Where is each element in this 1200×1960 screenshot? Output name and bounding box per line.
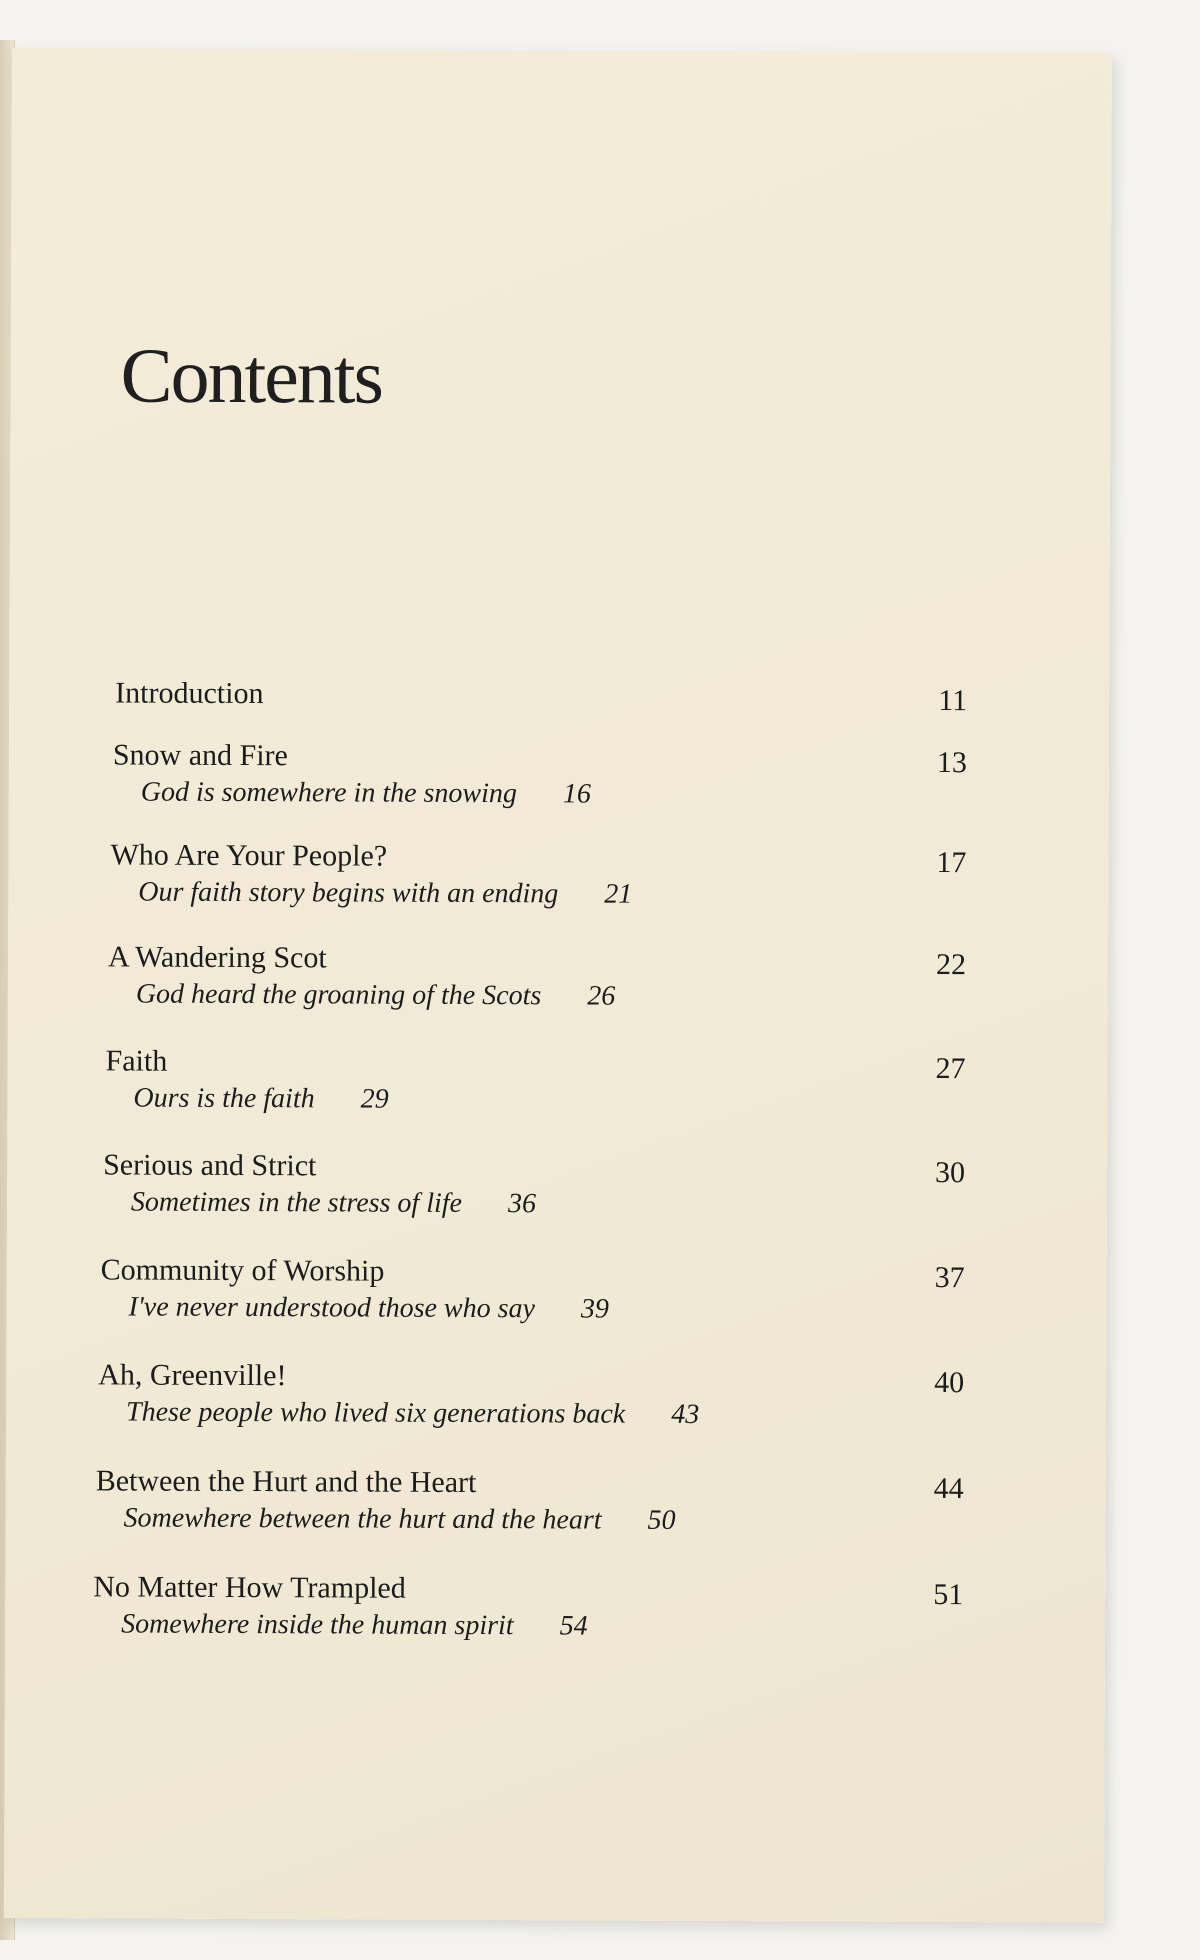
toc-entry-community-of-worship — [100, 1253, 609, 1325]
toc-entry-snow-and-fire — [113, 738, 591, 810]
toc-entry-who-are-your-people — [110, 838, 632, 910]
toc-entry-page: 13 — [936, 746, 967, 780]
toc-entry-title: Introduction — [115, 676, 264, 711]
contents-page — [4, 48, 1112, 1923]
toc-entry-page: 37 — [934, 1261, 965, 1295]
toc-entry-subpage: 36 — [507, 1188, 537, 1220]
toc-entry-title: Ah, Greenville! — [98, 1358, 287, 1393]
toc-entry-between-the-hurt-and-the-heart — [96, 1464, 676, 1537]
toc-entry-title: No Matter How Trampled — [93, 1570, 406, 1605]
toc-entry-ah-greenville — [98, 1358, 700, 1431]
toc-entry-page: 40 — [934, 1366, 965, 1400]
toc-entry-subtitle: Our faith story begins with an ending 21 — [138, 876, 633, 910]
toc-entry-subtitle: I've never understood those who say 39 — [128, 1291, 610, 1325]
toc-entry-subpage: 39 — [580, 1293, 610, 1325]
toc-entry-subtitle: Somewhere between the hurt and the heart 50 — [123, 1502, 676, 1536]
toc-entry-page: 27 — [935, 1052, 966, 1086]
toc-entry-page: 51 — [933, 1578, 964, 1612]
toc-entry-subpage: 26 — [587, 980, 616, 1012]
toc-entry-title: Who Are Your People? — [110, 838, 388, 873]
toc-entry-a-wandering-scot — [108, 940, 616, 1012]
toc-entry-faith — [105, 1044, 389, 1115]
toc-entry-subtitle: Sometimes in the stress of life 36 — [130, 1186, 537, 1220]
toc-entry-serious-and-strict — [103, 1148, 536, 1220]
toc-entry-subpage: 21 — [604, 878, 633, 910]
toc-entry-introduction — [115, 676, 263, 711]
toc-entry-title: A Wandering Scot — [107, 940, 327, 975]
toc-entry-page: 22 — [935, 948, 967, 982]
toc-entry-page: 11 — [938, 684, 968, 718]
toc-entry-subpage: 43 — [671, 1398, 700, 1431]
toc-entry-no-matter-how-trampled — [93, 1570, 588, 1642]
toc-entry-subtitle: God is somewhere in the snowing 16 — [140, 776, 591, 810]
page-title: Contents — [120, 331, 383, 420]
toc-entry-subtitle: Somewhere inside the human spirit 54 — [121, 1608, 588, 1642]
toc-entry-subpage: 50 — [647, 1504, 676, 1536]
toc-entry-title: Snow and Fire — [112, 738, 288, 773]
toc-entry-subtitle: God heard the groaning of the Scots 26 — [135, 978, 616, 1012]
toc-entry-page: 30 — [935, 1156, 966, 1190]
toc-entry-subtitle: These people who lived six generations back 43 — [125, 1396, 700, 1431]
toc-entry-subpage: 54 — [559, 1610, 588, 1642]
toc-entry-subpage: 29 — [360, 1083, 389, 1115]
toc-entry-subtitle: Ours is the faith 29 — [133, 1082, 389, 1115]
toc-entry-title: Community of Worship — [100, 1253, 385, 1288]
toc-entry-subpage: 16 — [562, 778, 591, 810]
toc-entry-title: Faith — [105, 1044, 168, 1078]
toc-entry-title: Between the Hurt and the Heart — [95, 1464, 477, 1500]
toc-entry-page: 44 — [933, 1472, 964, 1506]
toc-entry-page: 17 — [936, 846, 967, 880]
toc-entry-title: Serious and Strict — [103, 1148, 317, 1183]
